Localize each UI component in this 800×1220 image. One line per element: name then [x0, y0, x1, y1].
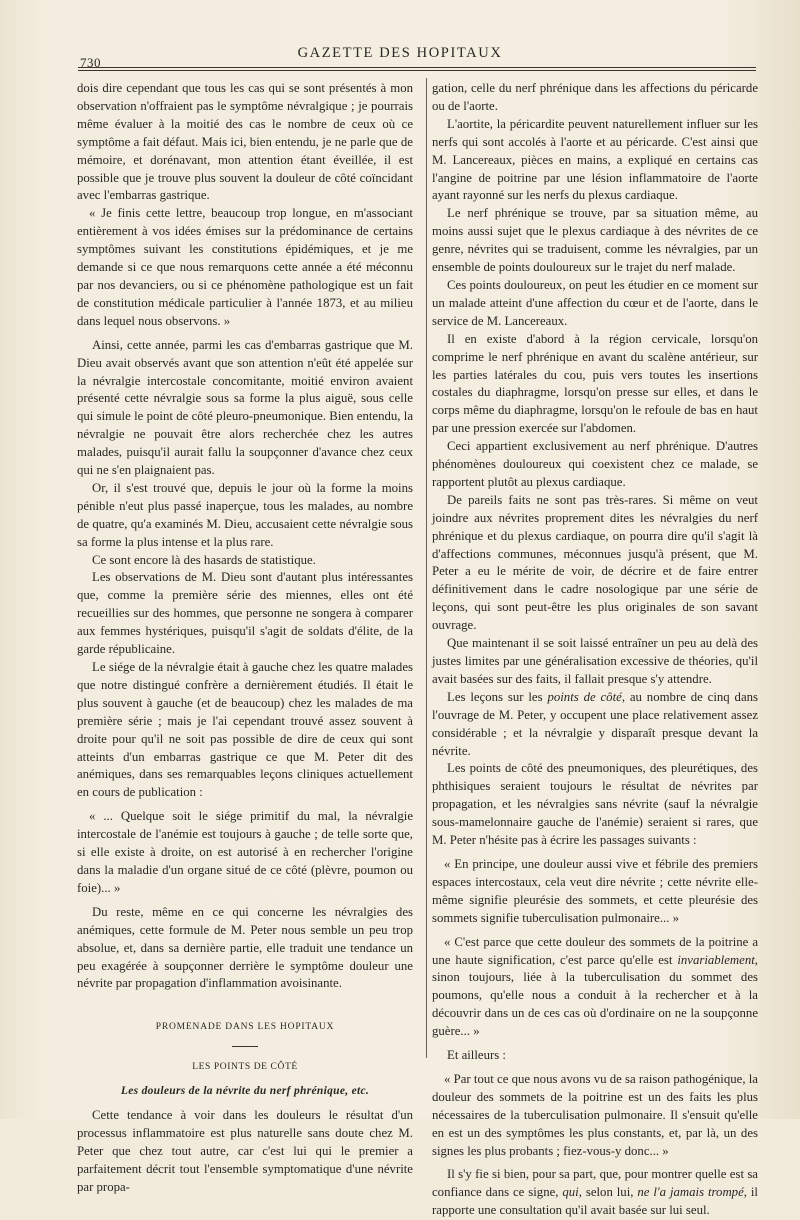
header-rule-bottom [78, 70, 756, 71]
paragraph: dois dire cependant que tous les cas qui se sont présentés à mon observation n'offraient pas le symptôme névralgique ; je pourrais même évaluer à la moitié des cas le nombre de ceux où ce symptôme a fait défaut. Mais ici, bien entendu, je ne parle que de mémoire, et dorénavant, mon attention étant éveillée, il est possible que je trouve plus souvent la douleur de côté coïncidant avec l'embarras gastrique. [77, 81, 413, 203]
article-subheading: Les douleurs de la névrite du nerf phrénique, etc. [120, 1085, 370, 1098]
paragraph: « Je finis cette lettre, beaucoup trop longue, en m'associant entièrement à vos idées émises sur la prédominance de certains symptômes suivant les constitutions épidémiques, et je me demande si ce que nous remarquons cette année a été méconnu par nos devanciers, ou si ce phénomène pathologique est un fait de constitution médicale particulier à l'année 1873, et au milieu dans lequel nous observons. » [77, 206, 413, 328]
paragraph: De pareils faits ne sont pas très-rares. Si même on veut joindre aux névrites proprement dites les névralgies du nerf phrénique et du plexus cardiaque, on pourra dire qu'il s'agit là d'affections communes, méconnues jusqu'à présent, que M. Peter a eu le mérite de voir, de décrire et de faire entrer définitivement dans le cadre nosologique par une série de leçons, qui sont peut-être les plus originales de son savant ouvrage. [432, 492, 758, 633]
paragraph: Ces points douloureux, on peut les étudier en ce moment sur un malade atteint d'une affection du cœur et de l'aorte, dans le service de M. Lancereaux. [432, 277, 758, 328]
paragraph: Le siége de la névralgie était à gauche chez les quatre malades que notre distingué confrère a dernièrement étudiés. Il était le plus souvent à gauche (et de beaucoup) chez les malades de ma première série ; mais je l'ai cependant trouvé assez souvent à droite pour qu'il ne soit pas possible de dire de ceux qui sont atteints d'un embarras gastrique ce que M. Peter dit des anémiques, dans ses remarquables leçons cliniques actuellement en cours de publication : [77, 660, 413, 800]
right-column [432, 80, 758, 1220]
text-run: « C'est parce que cette douleur des sommets de la poitrine a une haute signification, c'est parce qu'elle est [432, 934, 758, 967]
text-run: , sinon toujours, liée à la tuberculisation du sommet des poumons, qu'elle nous a conduit à la rechercher et à la découvrir dans un de ces cas où d'ordinaire on ne la soupçonne guère... » [432, 952, 758, 1039]
section-title: PROMENADE DANS LES HOPITAUX [155, 1022, 335, 1033]
paragraph: Et ailleurs : [447, 1048, 506, 1063]
left-column [77, 80, 413, 1197]
paragraph: L'aortite, la péricardite peuvent naturellement influer sur les nerfs qui sont accolés à l'aorte et au péricarde. C'est ainsi que M. Lancereaux, pièces en mains, a expliqué en certains cas l'angine de poitrine par une lésion inflammatoire de l'aorte ayant rayonné sur les nerfs du plexus cardiaque. [432, 116, 758, 203]
article-header [77, 1019, 413, 1101]
section-rule [232, 1046, 258, 1047]
paragraph [432, 1166, 758, 1220]
quotation: « Par tout ce que nous avons vu de sa raison pathogénique, la douleur des sommets de la poitrine est un des faits les plus nécessaires de la tuberculisation pulmonaire. Il s'ensuit qu'elle en est un des symptômes les plus constants, et, par là, un des signes les plus probants ; fiez-vous-y donc... » [432, 1071, 758, 1158]
column-divider [426, 78, 427, 1058]
italic-text: qui [562, 1185, 579, 1200]
text-run: , selon lui, [578, 1185, 638, 1200]
paragraph: Il en existe d'abord à la région cervicale, lorsqu'on comprime le nerf phrénique en avant du scalène antérieur, sur les parties latérales du cou, puis vers toutes les insertions costales du diaphragme, lorsqu'on presse sur elles, et dans le corps même du diaphragme, lorsqu'on le refoule de bas en haut par une pression exercée sur l'abdomen. [432, 331, 758, 436]
paragraph: Les observations de M. Dieu sont d'autant plus intéressantes que, comme la première série des miennes, elles ont été recueillies sur des hommes, que personne ne songera à comparer aux femmes hystériques, puisqu'il s'agit de soldats d'élite, de la garde républicaine. [77, 570, 413, 657]
text-run: Il s'y fie si bien, pour sa part, que, pour montrer quelle est sa confiance dans ce signe, [432, 1167, 758, 1200]
quotation [432, 934, 758, 1041]
text-run: , au nombre de cinq dans l'ouvrage de M. Peter, y occupent une place relativement assez considérable ; et la névralgie y disparaît presque devant la névrite. [432, 689, 759, 758]
header-rule-top [78, 67, 756, 68]
paragraph: gation, celle du nerf phrénique dans les affections du péricarde ou de l'aorte. [432, 81, 758, 113]
quotation: « En principe, une douleur aussi vive et fébrile des premiers espaces intercostaux, cela veut dire névrite ; cette névrite elle-même signifie pleurésie des sommets, et cette pleurésie des sommets signifie tuberculisation pulmonaire... » [432, 856, 758, 925]
italic-text: ne l'a jamais trompé [637, 1185, 744, 1200]
paragraph: Cette tendance à voir dans les douleurs le résultat d'un processus inflammatoire est plus naturelle sans doute chez M. Peter que chez tout autre, car c'est lui qui le premier a parfaitement décrit tout l'ensemble symptomatique d'une névrite par propa- [77, 1108, 413, 1194]
paragraph: Les points de côté des pneumoniques, des pleurétiques, des phthisiques seraient toujours le résultat de névrites par propagation, et les névralgies sans névrite (sauf la névralgie sous-mamelonnaire gauche de l'anémie) seraient si rares, que M. Peter n'hésite pas à écrire les passages suivants : [432, 761, 758, 848]
paragraph [432, 689, 758, 761]
paragraph: Du reste, même en ce qui concerne les névralgies des anémiques, cette formule de M. Peter nous semble un peu trop absolue, et, dans sa dernière partie, elle traduit une tendance un peu exagérée à soupçonner derrière le symptôme douleur une névrite par propagation d'inflammation avoisinante. [77, 904, 413, 991]
running-head: GAZETTE DES HOPITAUX [297, 45, 503, 61]
italic-text: points de côté [547, 689, 622, 704]
paragraph: Ainsi, cette année, parmi les cas d'embarras gastrique que M. Dieu avait observés avant que son attention n'eût été appelée sur la névralgie intercostale concomitante, moitié environ avaient présenté cette névralgie sous sa forme la plus aiguë, sous celle qui simule le point de côté pleuro-pneumonique. Bien entendu, la névralgie ne pouvait être alors recherchée chez les autres malades, puisqu'il aurait fallu la soupçonner d'avance chez ceux qui ne s'en plaignaient pas. [77, 337, 413, 478]
quotation: « ... Quelque soit le siége primitif du mal, la névralgie intercostale de l'anémie est toujours à gauche ; de telle sorte que, si elle existe à droite, on est autorisé à en rechercher l'origine dans la maladie d'un organe situé de ce côté (plèvre, poumon ou foie)... » [77, 809, 413, 895]
paragraph: Le nerf phrénique se trouve, par sa situation même, au moins aussi sujet que le plexus cardiaque à des névrites de ce genre, névrites qui se traduisent, comme les névralgies, par un ensemble de points douloureux sur le trajet du nerf malade. [432, 206, 758, 275]
text-run: , il rapporte une consultation qu'il avait basée sur lui seul. [432, 1185, 758, 1218]
paragraph: Or, il s'est trouvé que, depuis le jour où la forme la moins pénible n'eut plus passé inaperçue, tous les malades, au nombre de quatre, qu'a examinés M. Dieu, accusaient cette névralgie sous sa forme la plus intense et la plus rare. [77, 480, 413, 549]
paragraph: Ceci appartient exclusivement au nerf phrénique. D'autres phénomènes douloureux qui coexistent chez ce malade, se rapportent plutôt au plexus cardiaque. [432, 439, 758, 489]
article-title: LES POINTS DE CÔTÉ [192, 1062, 298, 1073]
page-number: 730 [80, 55, 101, 70]
text-run: Les leçons sur les [447, 689, 548, 704]
paragraph: Ce sont encore là des hasards de statistique. [92, 552, 316, 567]
italic-text: invariablement [677, 952, 755, 967]
paragraph: Que maintenant il se soit laissé entraîner un peu au delà des justes limites par une généralisation excessive de théories, qu'il avait basées sur des faits, il fallait presque s'y attendre. [432, 636, 758, 686]
